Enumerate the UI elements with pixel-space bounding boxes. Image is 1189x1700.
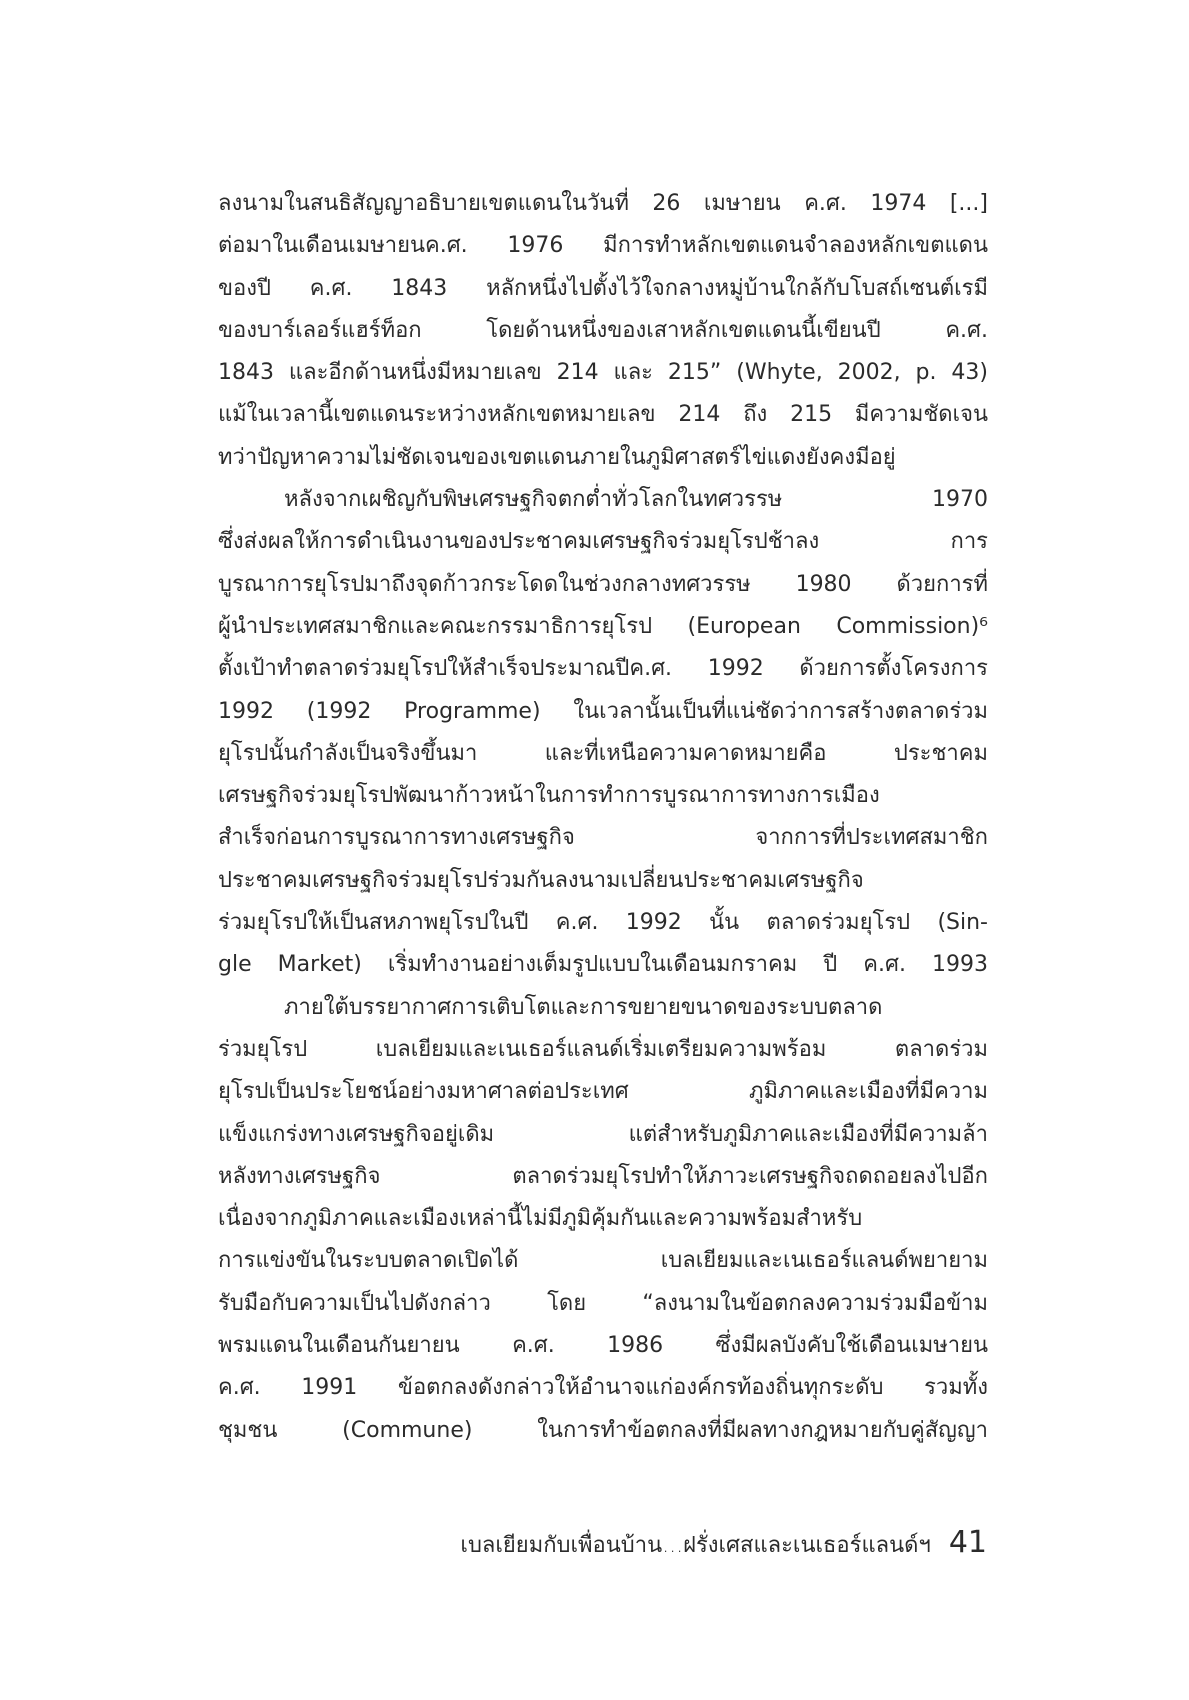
text-line: 1992 (1992 Programme) ในเวลานั้นเป็นที่แน่ชัดว่าการสร้างตลาดร่วม bbox=[218, 698, 988, 724]
text-line: ภายใต้บรรยากาศการเติบโตและการขยายขนาดของระบบตลาด bbox=[284, 994, 883, 1020]
text-line: การแข่งขันในระบบตลาดเปิดได้ เบลเยียมและเนเธอร์แลนด์พยายาม bbox=[218, 1248, 988, 1274]
text-line: ยุโรปนั้นกำลังเป็นจริงขึ้นมา และที่เหนือความคาดหมายคือ ประชาคม bbox=[218, 740, 988, 766]
text-line: ผู้นำประเทศสมาชิกและคณะกรรมาธิการยุโรป (European Commission)⁶ bbox=[218, 613, 988, 639]
text-line: gle Market) เริ่มทำงานอย่างเต็มรูปแบบในเดือนมกราคม ปี ค.ศ. 1993 bbox=[218, 952, 988, 978]
page-footer bbox=[460, 1525, 987, 1562]
text-line: หลังจากเผชิญกับพิษเศรษฐกิจตกต่ำทั่วโลกในทศวรรษ 1970 bbox=[284, 487, 988, 513]
text-line: หลังทางเศรษฐกิจ ตลาดร่วมยุโรปทำให้ภาวะเศรษฐกิจถดถอยลงไปอีก bbox=[218, 1163, 988, 1189]
text-line: เนื่องจากภูมิภาคและเมืองเหล่านี้ไม่มีภูมิคุ้มกันและความพร้อมสำหรับ bbox=[218, 1206, 863, 1232]
text-line: ยุโรปเป็นประโยชน์อย่างมหาศาลต่อประเทศ ภูมิภาคและเมืองที่มีความ bbox=[218, 1079, 988, 1105]
text-line: ค.ศ. 1991 ข้อตกลงดังกล่าวให้อำนาจแก่องค์กรท้องถิ่นทุกระดับ รวมทั้ง bbox=[218, 1375, 988, 1401]
body-text bbox=[218, 183, 988, 1452]
text-line: ต่อมาในเดือนเมษายนค.ศ. 1976 มีการทำหลักเขตแดนจำลองหลักเขตแดน bbox=[218, 233, 988, 259]
text-line: ร่วมยุโรป เบลเยียมและเนเธอร์แลนด์เริ่มเตรียมความพร้อม ตลาดร่วม bbox=[218, 1036, 988, 1062]
text-line: เศรษฐกิจร่วมยุโรปพัฒนาก้าวหน้าในการทำการบูรณาการทางการเมือง bbox=[218, 783, 880, 809]
text-line: พรมแดนในเดือนกันยายน ค.ศ. 1986 ซึ่งมีผลบังคับใช้เดือนเมษายน bbox=[218, 1333, 988, 1359]
text-line: ของบาร์เลอร์แฮร์ท็อก โดยด้านหนึ่งของเสาหลักเขตแดนนี้เขียนปี ค.ศ. bbox=[218, 317, 988, 343]
text-line: 1843 และอีกด้านหนึ่งมีหมายเลข 214 และ 215” (Whyte, 2002, p. 43) bbox=[218, 360, 988, 386]
text-line: ตั้งเป้าทำตลาดร่วมยุโรปให้สำเร็จประมาณปีค.ศ. 1992 ด้วยการตั้งโครงการ bbox=[218, 656, 988, 682]
text-line: สำเร็จก่อนการบูรณาการทางเศรษฐกิจ จากการที่ประเทศสมาชิก bbox=[218, 825, 988, 851]
text-line: ลงนามในสนธิสัญญาอธิบายเขตแดนในวันที่ 26 เมษายน ค.ศ. 1974 [...] bbox=[218, 191, 988, 216]
text-line: ชุมชน (Commune) ในการทำข้อตกลงที่มีผลทางกฎหมายกับคู่สัญญา bbox=[218, 1417, 988, 1443]
text-line: ประชาคมเศรษฐกิจร่วมยุโรปร่วมกันลงนามเปลี่ยนประชาคมเศรษฐกิจ bbox=[218, 867, 864, 893]
text-line: แข็งแกร่งทางเศรษฐกิจอยู่เดิม แต่สำหรับภูมิภาคและเมืองที่มีความล้า bbox=[218, 1121, 988, 1147]
page-number: 41 bbox=[948, 1525, 987, 1560]
running-title: เบลเยียมกับเพื่อนบ้าน...ฝรั่งเศสและเนเธอร์แลนด์ฯ bbox=[460, 1533, 931, 1558]
text-line: แม้ในเวลานี้เขตแดนระหว่างหลักเขตหมายเลข 214 ถึง 215 มีความชัดเจน bbox=[218, 402, 988, 428]
text-line: บูรณาการยุโรปมาถึงจุดก้าวกระโดดในช่วงกลางทศวรรษ 1980 ด้วยการที่ bbox=[218, 571, 988, 597]
text-line: ของปี ค.ศ. 1843 หลักหนึ่งไปตั้งไว้ใจกลางหมู่บ้านใกล้กับโบสถ์เซนต์เรมี bbox=[218, 275, 988, 301]
text-line: รับมือกับความเป็นไปดังกล่าว โดย “ลงนามในข้อตกลงความร่วมมือข้าม bbox=[218, 1290, 988, 1316]
text-line: ร่วมยุโรปให้เป็นสหภาพยุโรปในปี ค.ศ. 1992 นั้น ตลาดร่วมยุโรป (Sin- bbox=[218, 910, 988, 936]
text-line: ทว่าปัญหาความไม่ชัดเจนของเขตแดนภายในภูมิศาสตร์ไข่แดงยังคงมีอยู่ bbox=[218, 444, 896, 470]
text-line: ซึ่งส่งผลให้การดำเนินงานของประชาคมเศรษฐกิจร่วมยุโรปช้าลง การ bbox=[218, 529, 988, 555]
